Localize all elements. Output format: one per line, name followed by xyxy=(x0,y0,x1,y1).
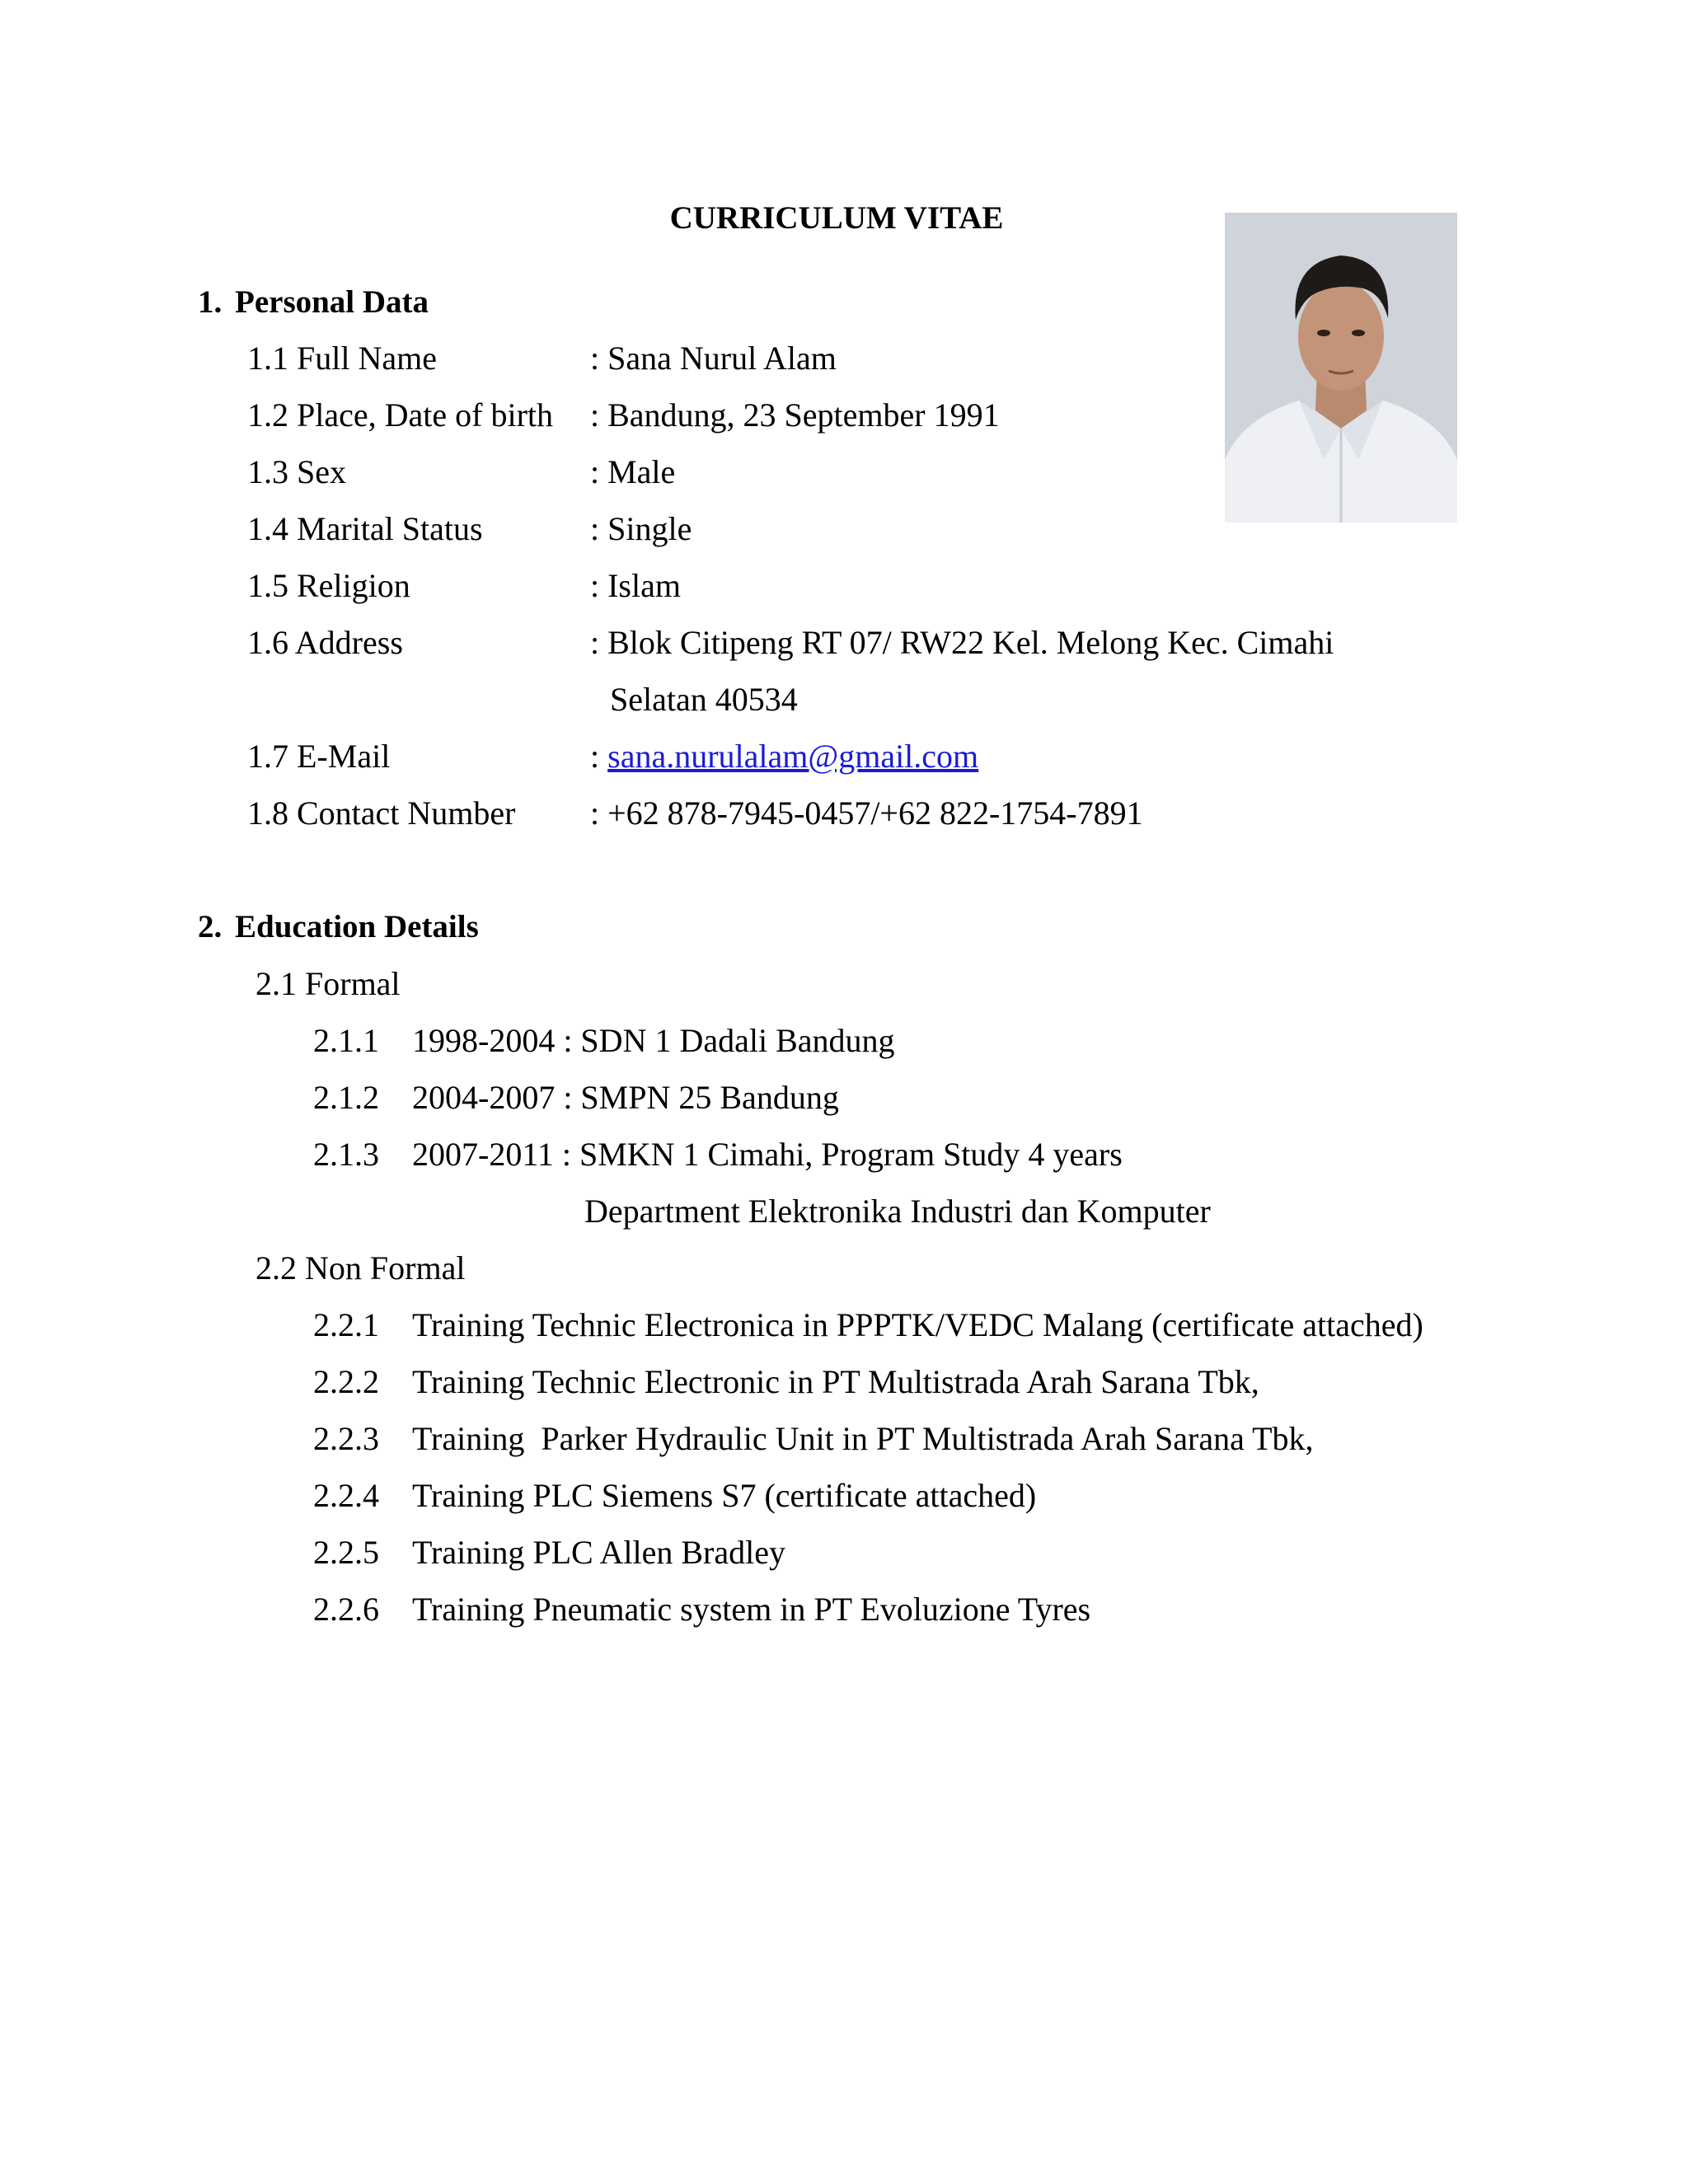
field-value-marital: : Single xyxy=(590,510,692,547)
section-number: 1. xyxy=(198,284,223,320)
field-value-religion: : Islam xyxy=(590,567,681,604)
field-label-full-name: 1.1 Full Name xyxy=(247,340,437,377)
field-label-address: 1.6 Address xyxy=(247,624,403,661)
subsection-formal: 2.1 Formal xyxy=(256,965,401,1002)
list-item-text: Training PLC Siemens S7 (certificate attached) xyxy=(412,1477,1037,1514)
section-heading: Personal Data xyxy=(235,284,429,320)
list-item-number: 2.1.3 xyxy=(313,1136,379,1173)
list-item-text: 2007-2011 : SMKN 1 Cimahi, Program Study 4 years xyxy=(412,1136,1123,1173)
list-item-number: 2.1.1 xyxy=(313,1022,379,1059)
list-item-text: Training Pneumatic system in PT Evoluzione Tyres xyxy=(412,1591,1091,1628)
list-item-number: 2.2.6 xyxy=(313,1591,379,1628)
list-item-number: 2.1.2 xyxy=(313,1079,379,1116)
field-value-address: : Blok Citipeng RT 07/ RW22 Kel. Melong Kec. Cimahi xyxy=(590,624,1334,661)
field-value-full-name: : Sana Nurul Alam xyxy=(590,340,837,377)
field-label-contact: 1.8 Contact Number xyxy=(247,794,516,832)
field-value-address-continued: Selatan 40534 xyxy=(610,681,798,718)
email-prefix: : xyxy=(590,738,608,775)
section-heading: Education Details xyxy=(235,909,479,944)
document-title: CURRICULUM VITAE xyxy=(669,200,1004,236)
field-value-email xyxy=(590,740,978,773)
subsection-non-formal: 2.2 Non Formal xyxy=(256,1249,466,1286)
section-personal-data xyxy=(0,286,989,323)
list-item-number: 2.2.2 xyxy=(313,1363,379,1400)
list-item-text: Training Technic Electronica in PPPTK/VEDC Malang (certificate attached) xyxy=(412,1306,1423,1343)
field-label-sex: 1.3 Sex xyxy=(247,453,346,490)
list-item-number: 2.2.4 xyxy=(313,1477,379,1514)
section-education-details xyxy=(0,911,989,948)
profile-photo xyxy=(1225,213,1457,523)
list-item-number: 2.2.5 xyxy=(313,1534,379,1571)
list-item-text: 2004-2007 : SMPN 25 Bandung xyxy=(412,1079,839,1116)
email-link[interactable]: sana.nurulalam@gmail.com xyxy=(607,738,979,775)
list-item-text-continued: Department Elektronika Industri dan Komputer xyxy=(584,1193,1211,1230)
field-value-contact: : +62 878-7945-0457/+62 822-1754-7891 xyxy=(590,794,1143,832)
list-item-text: 1998-2004 : SDN 1 Dadali Bandung xyxy=(412,1022,895,1059)
list-item-number: 2.2.1 xyxy=(313,1306,379,1343)
field-label-religion: 1.5 Religion xyxy=(247,567,410,604)
list-item-number: 2.2.3 xyxy=(313,1420,379,1457)
list-item-text: Training Parker Hydraulic Unit in PT Multistrada Arah Sarana Tbk, xyxy=(412,1420,1314,1457)
list-item-text: Training Technic Electronic in PT Multistrada Arah Sarana Tbk, xyxy=(412,1363,1259,1400)
field-label-marital: 1.4 Marital Status xyxy=(247,510,483,547)
field-label-birth: 1.2 Place, Date of birth xyxy=(247,396,553,434)
field-value-sex: : Male xyxy=(590,453,676,490)
list-item-text: Training PLC Allen Bradley xyxy=(412,1534,785,1571)
section-number: 2. xyxy=(198,909,223,944)
field-value-birth: : Bandung, 23 September 1991 xyxy=(590,396,1000,434)
field-label-email: 1.7 E-Mail xyxy=(247,738,391,775)
